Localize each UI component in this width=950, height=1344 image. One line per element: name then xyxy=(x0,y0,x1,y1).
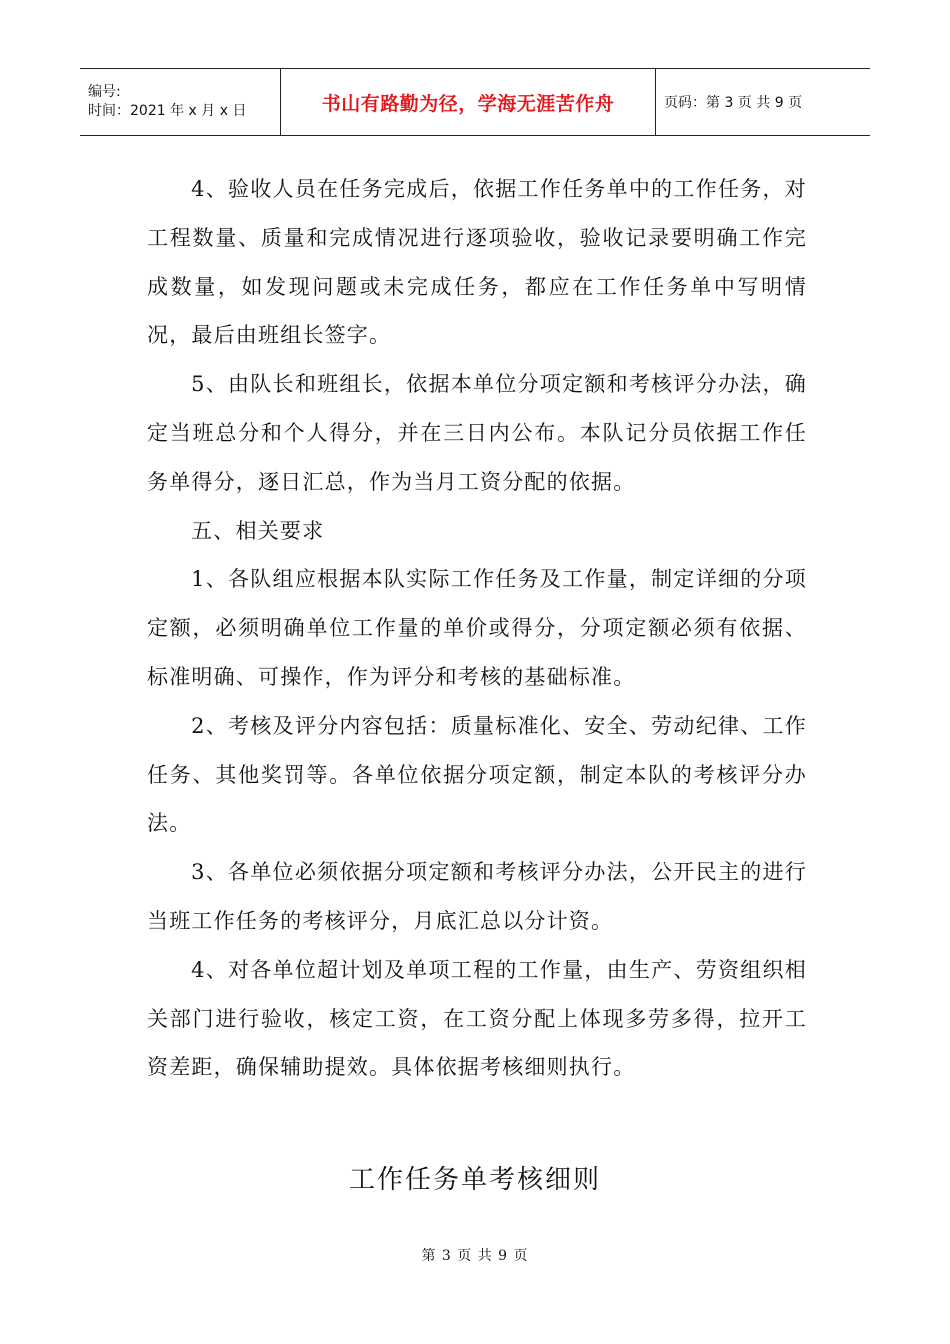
page-footer: 第 3 页 共 9 页 xyxy=(421,1248,529,1264)
section-title: 工作任务单考核细则 xyxy=(348,1165,601,1195)
header-meta-cell xyxy=(80,69,281,135)
document-number-label: 编号: xyxy=(88,84,121,100)
motto-text: 书山有路勤为径，学海无涯苦作舟 xyxy=(321,92,615,115)
paragraph-requirement-2: 2、考核及评分内容包括：质量标准化、安全、劳动纪律、工作任务、其他奖罚等。各单位依据分项定额，制定本队的考核评分办法。 xyxy=(147,713,807,836)
paragraph-requirement-1: 1、各队组应根据本队实际工作任务及工作量，制定详细的分项定额，必须明确单位工作量的单价或得分，分项定额必须有依据、标准明确、可操作，作为评分和考核的基础标准。 xyxy=(147,567,807,689)
document-date: 时间：2021 年 x 月 x 日 xyxy=(88,103,247,119)
header-motto-cell xyxy=(281,69,656,135)
paragraph-requirement-3: 3、各单位必须依据分项定额和考核评分办法，公开民主的进行当班工作任务的考核评分，月底汇总以分计资。 xyxy=(147,860,807,933)
document-body xyxy=(147,165,807,1092)
header-page-info: 页码：第 3 页 共 9 页 xyxy=(664,95,803,111)
paragraph-requirement-4: 4、对各单位超计划及单项工程的工作量，由生产、劳资组织相关部门进行验收，核定工资，在工资分配上体现多劳多得，拉开工资差距，确保辅助提效。具体依据考核细则执行。 xyxy=(147,957,807,1080)
header-page-cell xyxy=(656,69,870,135)
paragraph-scoring: 5、由队长和班组长，依据本单位分项定额和考核评分办法，确定当班总分和个人得分，并在三日内公布。本队记分员依据工作任务单得分，逐日汇总，作为当月工资分配的依据。 xyxy=(147,372,807,494)
page-header xyxy=(80,68,870,136)
section-heading-requirements: 五、相关要求 xyxy=(191,518,325,543)
paragraph-acceptance: 4、验收人员在任务完成后，依据工作任务单中的工作任务，对工程数量、质量和完成情况进行逐项验收，验收记录要明确工作完成数量，如发现问题或未完成任务，都应在工作任务单中写明情况，最后由班组长签字。 xyxy=(147,177,807,348)
